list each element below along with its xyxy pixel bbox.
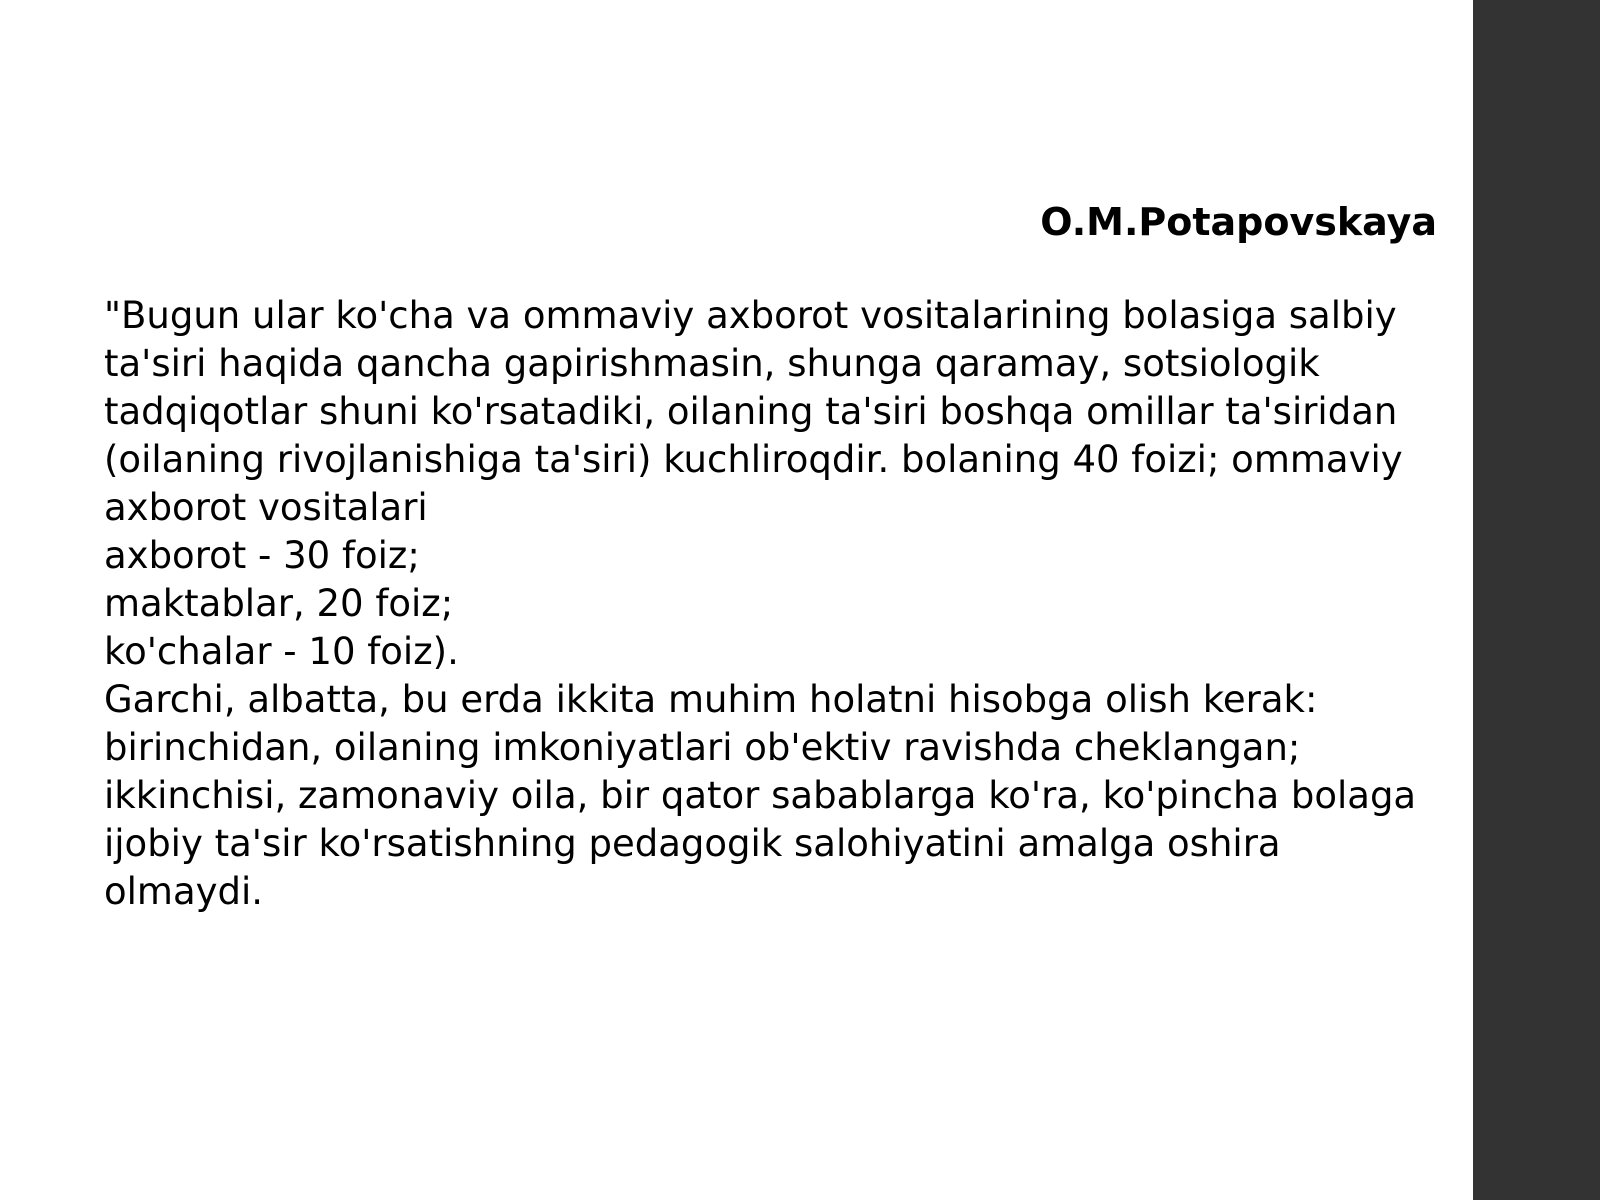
text-line: axborot vositalari <box>104 486 428 529</box>
text-line: olmaydi. <box>104 870 264 913</box>
text-line: ijobiy ta'sir ko'rsatishning pedagogik salohiyatini amalga oshira <box>104 822 1281 865</box>
text-line: Garchi, albatta, bu erda ikkita muhim holatni hisobga olish kerak: <box>104 678 1318 721</box>
text-line: birinchidan, oilaning imkoniyatlari ob'ektiv ravishda cheklangan; <box>104 726 1301 769</box>
author-name: O.M.Potapovskaya <box>1040 200 1437 244</box>
text-line: ko'chalar - 10 foiz). <box>104 630 459 673</box>
text-line: maktablar, 20 foiz; <box>104 582 454 625</box>
text-line: "Bugun ular ko'cha va ommaviy axborot vositalarining bolasiga salbiy <box>104 294 1397 337</box>
text-line: ta'siri haqida qancha gapirishmasin, shunga qaramay, sotsiologik <box>104 342 1320 385</box>
side-bar <box>1473 0 1600 1200</box>
text-line: (oilaning rivojlanishiga ta'siri) kuchliroqdir. bolaning 40 foizi; ommaviy <box>104 438 1403 481</box>
body-text <box>104 292 1464 916</box>
text-line: axborot - 30 foiz; <box>104 534 420 577</box>
text-line: tadqiqotlar shuni ko'rsatadiki, oilaning ta'siri boshqa omillar ta'siridan <box>104 390 1398 433</box>
text-line: ikkinchisi, zamonaviy oila, bir qator sabablarga ko'ra, ko'pincha bolaga <box>104 774 1417 817</box>
